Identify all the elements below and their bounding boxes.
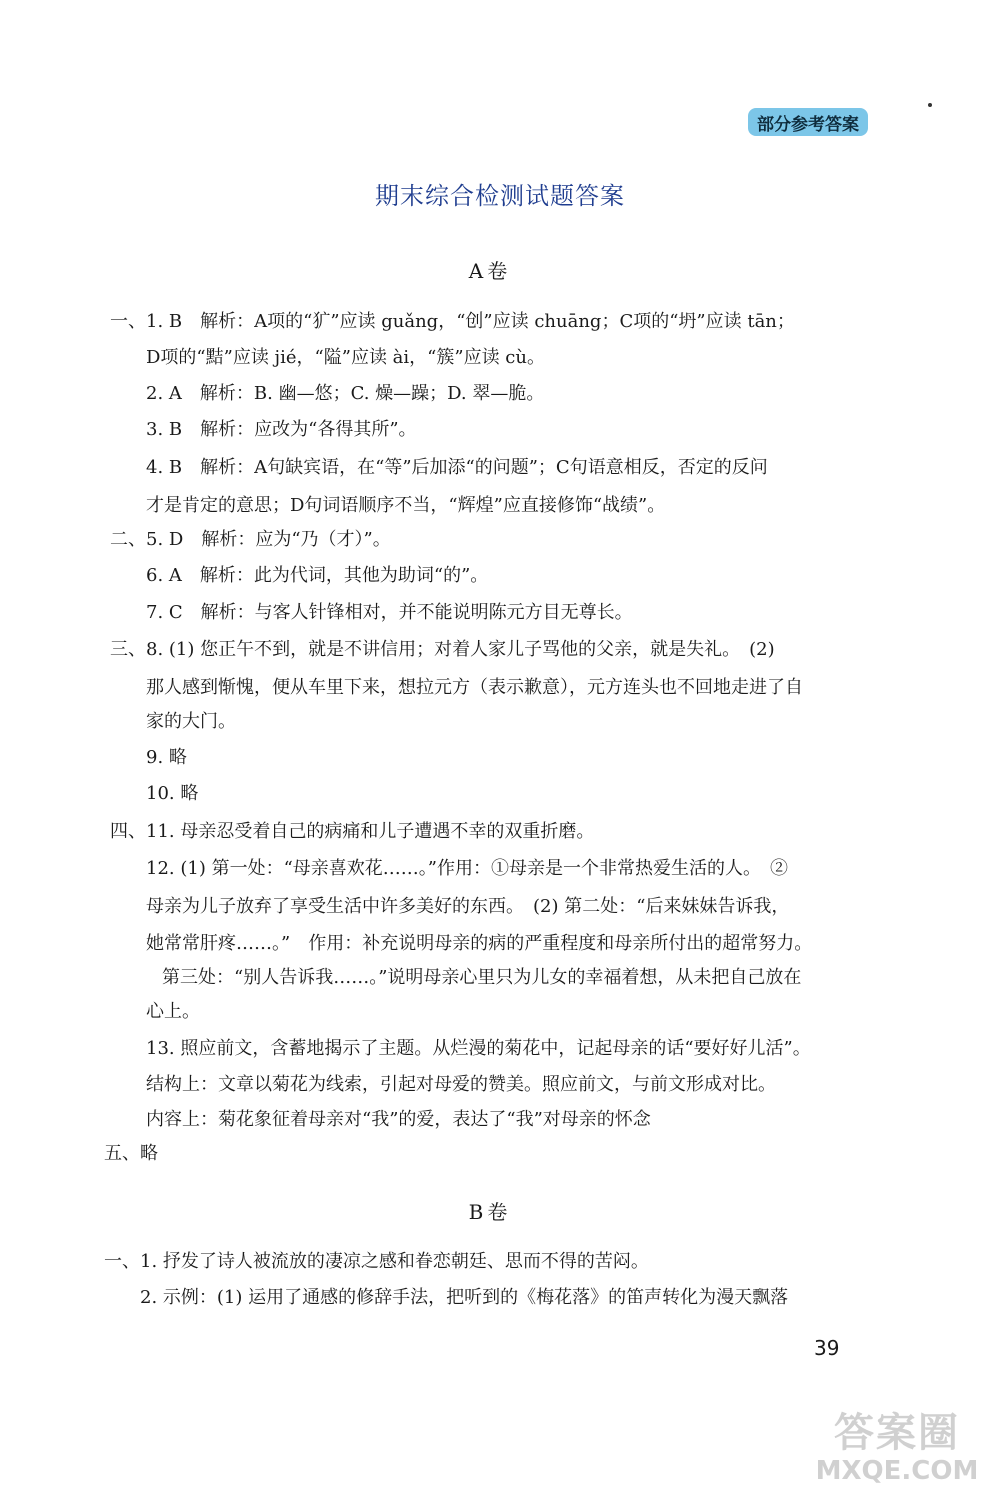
answer-line: 2. A 解析：B. 幽—悠；C. 燥—躁；D. 翠—脆。 [146,383,545,404]
page-title: 期末综合检测试题答案 [375,182,625,210]
answer-line: 那人感到惭愧，便从车里下来，想拉元方（表示歉意），元方连头也不回地走进了自 [146,677,803,698]
answer-line: 第三处：“别人告诉我……。”说明母亲心里只为儿女的幸福着想，从未把自己放在 [162,967,802,988]
answer-line: 9. 略 [146,747,187,768]
page-number: 39 [814,1336,840,1360]
watermark [812,1410,982,1492]
answer-line: 三、8. (1) 您正午不到，就是不讲信用；对着人家儿子骂他的父亲，就是失礼。 (2) [110,639,775,660]
answer-line: 母亲为儿子放弃了享受生活中许多美好的东西。 (2) 第二处：“后来妹妹告诉我， [146,896,790,917]
answer-line: 一、1. B 解析：A项的“犷”应读 guǎng，“创”应读 chuāng；C项的“坍”应读 tān； [110,311,795,332]
section-b-heading: B卷 [468,1200,512,1224]
answer-line: D项的“黠”应读 jié，“隘”应读 ài，“簇”应读 cù。 [146,347,545,368]
answer-line: 五、略 [104,1143,158,1164]
answer-line: 3. B 解析：应改为“各得其所”。 [146,419,417,440]
answer-line: 一、1. 抒发了诗人被流放的凄凉之感和眷恋朝廷、思而不得的苦闷。 [104,1251,649,1272]
answer-line: 4. B 解析：A句缺宾语，在“等”后加添“的问题”；C句语意相反，否定的反问 [146,457,768,478]
answer-line: 12. (1) 第一处：“母亲喜欢花……。”作用：①母亲是一个非常热爱生活的人。 ② [146,858,788,879]
answer-line: 2. 示例：(1) 运用了通感的修辞手法，把听到的《梅花落》的笛声转化为漫天飘落 [140,1287,789,1308]
section-badge: 部分参考答案 [748,108,868,136]
answer-line: 她常常肝疼……。” 作用：补充说明母亲的病的严重程度和母亲所付出的超常努力。 [146,933,813,954]
answer-line: 6. A 解析：此为代词，其他为助词“的”。 [146,565,489,586]
answer-line: 家的大门。 [146,711,236,732]
answer-line: 四、11. 母亲忍受着自己的病痛和儿子遭遇不幸的双重折磨。 [110,821,595,842]
answer-line: 内容上：菊花象征着母亲对“我”的爱，表达了“我”对母亲的怀念 [146,1109,651,1130]
watermark-url: MXQE.COM [815,1456,979,1486]
answer-line: 才是肯定的意思；D句词语顺序不当，“辉煌”应直接修饰“战绩”。 [146,495,666,516]
decorative-dot [928,103,932,107]
answer-line: 结构上：文章以菊花为线索，引起对母爱的赞美。照应前文，与前文形成对比。 [146,1074,776,1095]
answer-line: 心上。 [146,1001,200,1022]
answer-line: 7. C 解析：与客人针锋相对，并不能说明陈元方目无尊长。 [146,602,633,623]
answer-line: 二、5. D 解析：应为“乃（才）”。 [110,529,391,550]
answer-line: 13. 照应前文，含蓄地揭示了主题。从烂漫的菊花中，记起母亲的话“要好好儿活”。 [146,1038,811,1059]
answer-line: 10. 略 [146,783,199,804]
watermark-logo: 答案圈 [834,1410,960,1456]
section-a-heading: A卷 [468,259,512,283]
